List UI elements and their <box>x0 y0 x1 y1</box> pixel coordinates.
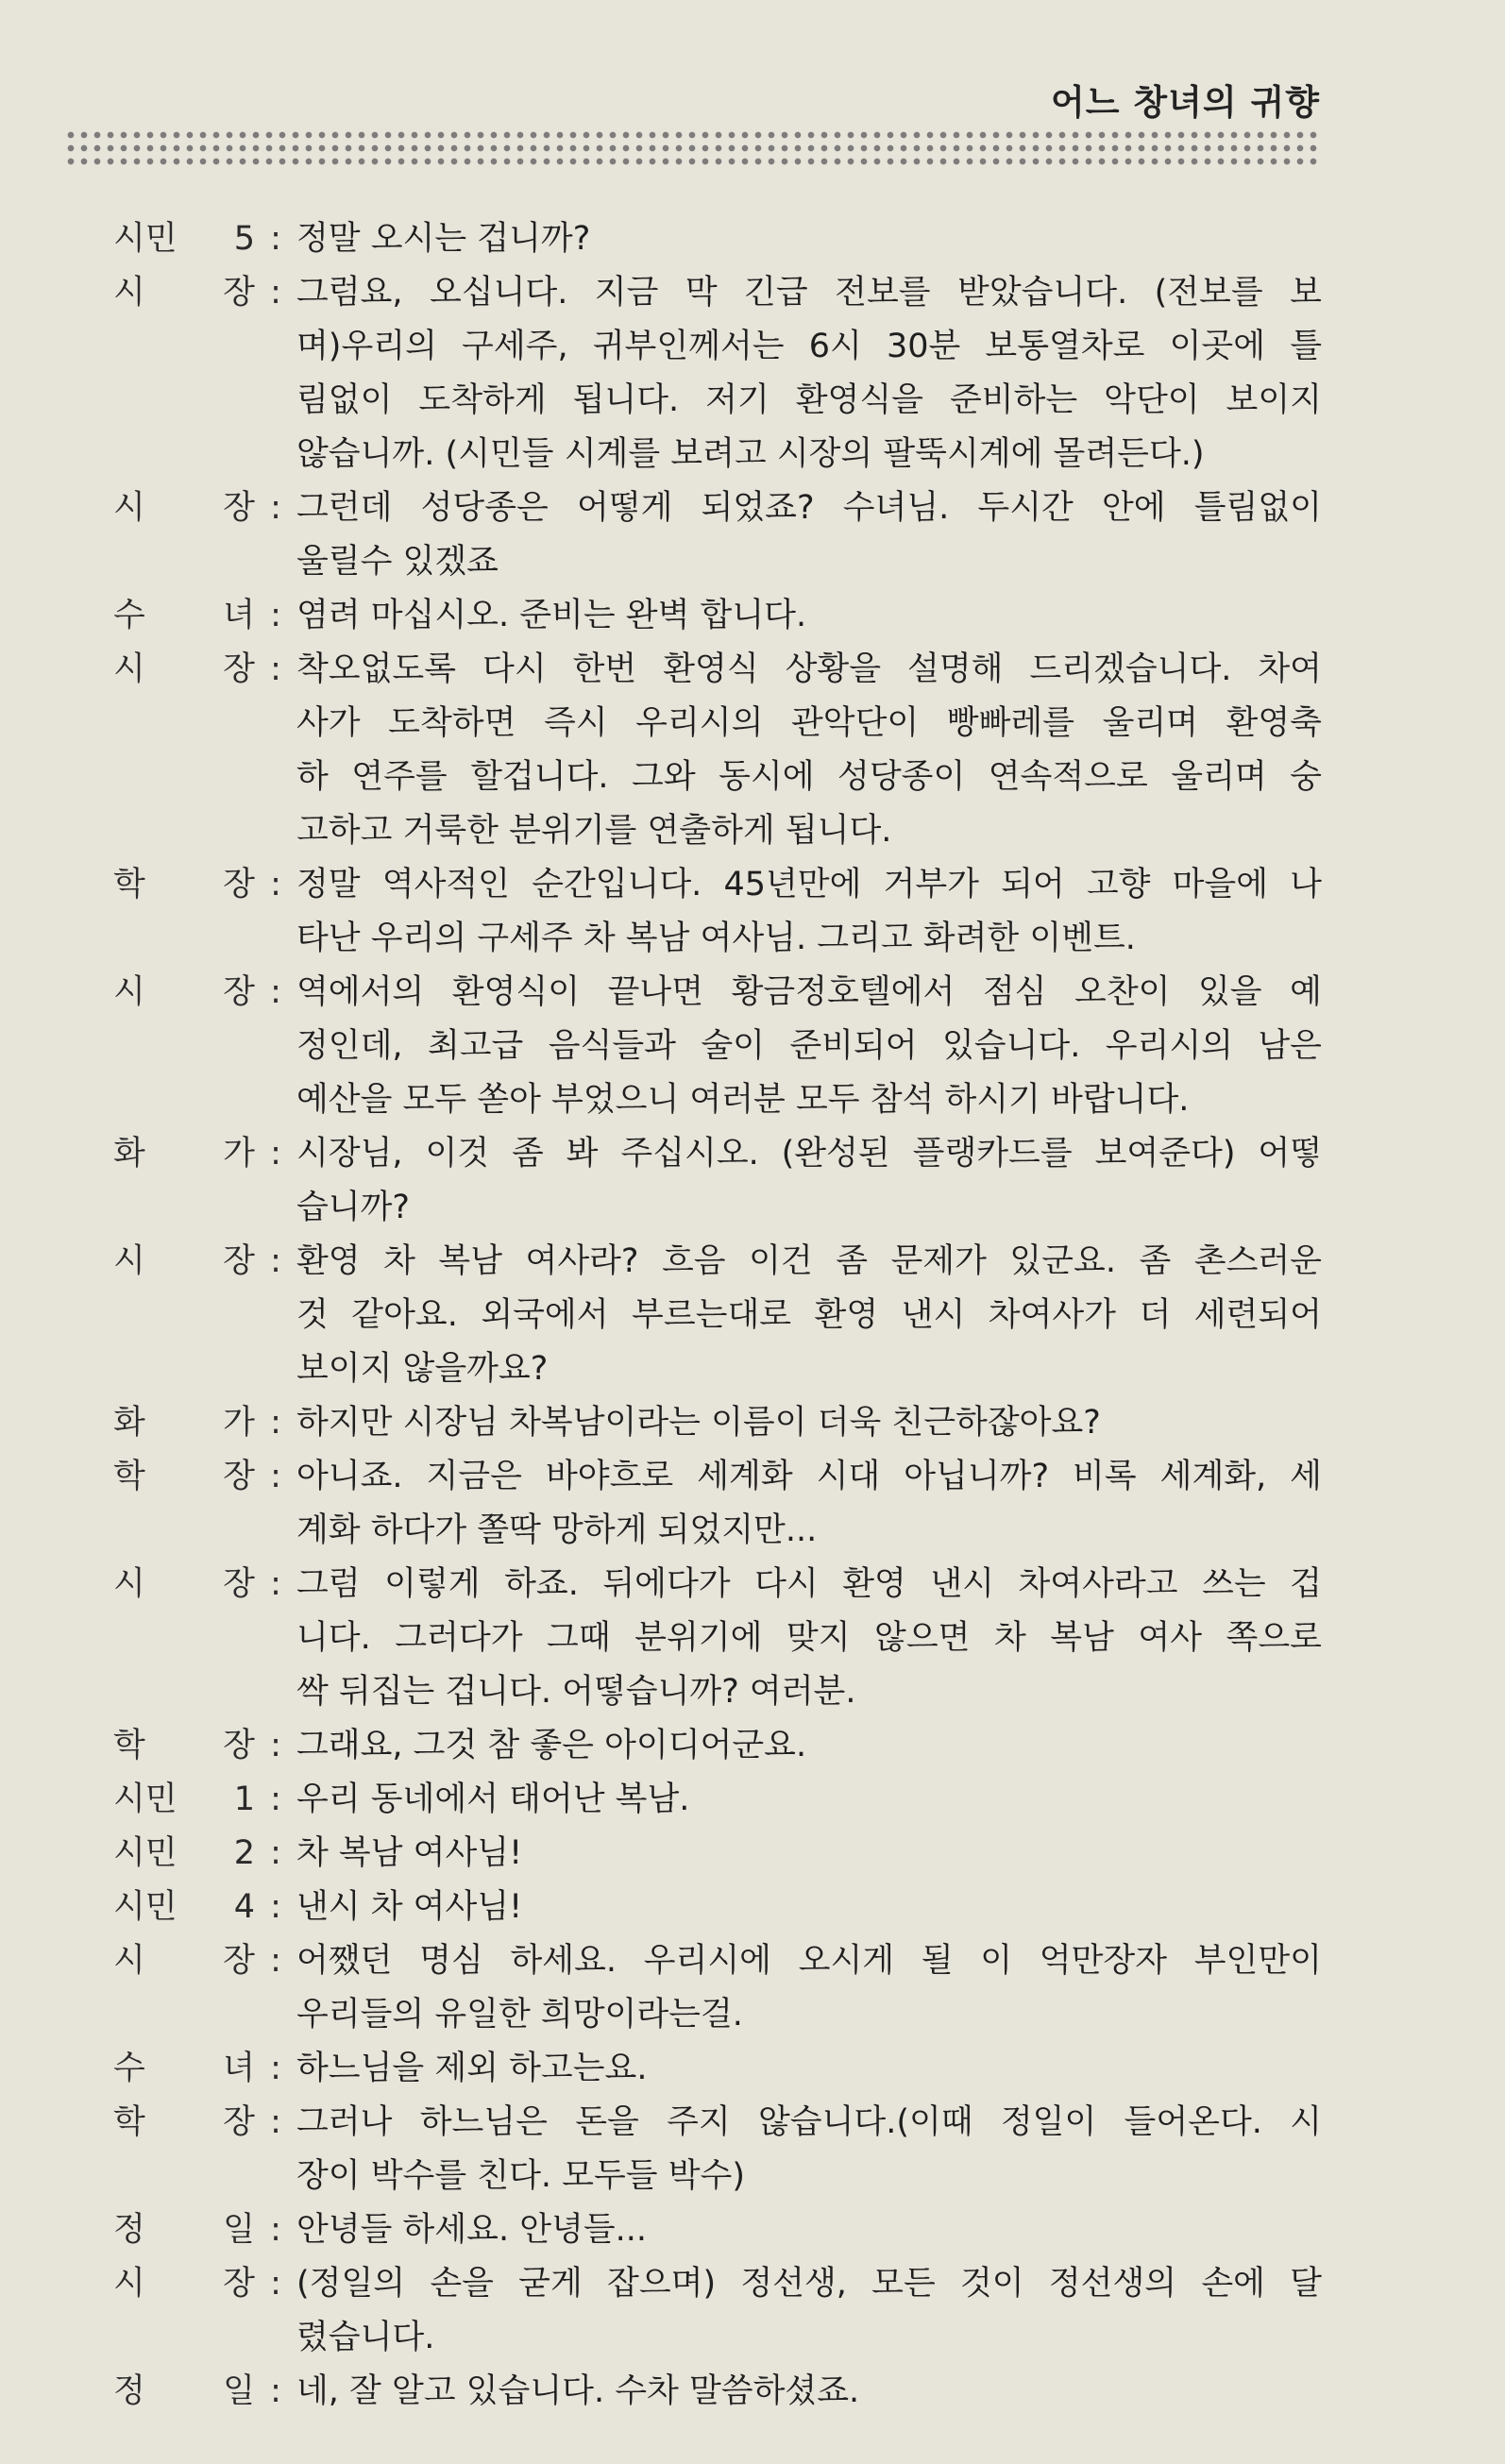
speech-line: 니다. 그러다가 그때 분위기에 맞지 않으면 차 복남 여사 쪽으로 <box>296 1619 1322 1657</box>
speaker-name: 수 녀 <box>113 2050 255 2087</box>
dialogue-entry <box>113 2257 1322 2365</box>
speaker-colon: : <box>270 650 281 688</box>
speech-line: 그럼 이렇게 하죠. 뒤에다가 다시 환영 낸시 차여사라고 쓰는 겁 <box>296 1565 1322 1603</box>
dialogue-body <box>113 212 1322 2419</box>
dialogue-entry <box>113 1396 1322 1450</box>
speech-text <box>296 2257 1322 2365</box>
speech-line: 낸시 차 여사님! <box>296 1888 523 1926</box>
dialogue-entry <box>113 1773 1322 1827</box>
dialogue-entry <box>113 1719 1322 1773</box>
speech-line: 하느님을 제외 하고는요. <box>296 2050 648 2087</box>
speech-text <box>296 1934 1322 2042</box>
speech-line: 고하고 거룩한 분위기를 연출하게 됩니다. <box>296 812 892 850</box>
speaker-name: 시 장 <box>113 1942 255 1980</box>
speaker-colon: : <box>270 2103 281 2141</box>
speech-text <box>296 966 1322 1127</box>
speaker-name: 시 장 <box>113 1565 255 1603</box>
speaker-colon: : <box>270 2211 281 2249</box>
speaker-colon: : <box>270 1942 281 1980</box>
speaker-name: 정 일 <box>113 2211 255 2249</box>
speaker-name: 시민 5 <box>113 220 255 258</box>
speaker-name: 시민 4 <box>113 1888 255 1926</box>
speaker-name: 시민 2 <box>113 1834 255 1872</box>
speech-text <box>296 643 1322 858</box>
running-title: 어느 창녀의 귀향 <box>1051 82 1320 123</box>
speech-line: 정인데, 최고급 음식들과 술이 준비되어 있습니다. 우리시의 남은 <box>296 1027 1322 1065</box>
speaker-colon: : <box>270 1888 281 1926</box>
speaker-name: 시 장 <box>113 489 255 527</box>
dialogue-entry <box>113 266 1322 481</box>
speaker-colon: : <box>270 1780 281 1818</box>
speaker-name: 학 장 <box>113 2103 255 2141</box>
speaker-name: 화 가 <box>113 1135 255 1173</box>
speech-line: 울릴수 있겠죠 <box>296 543 499 581</box>
speech-line: (정일의 손을 굳게 잡으며) 정선생, 모든 것이 정선생의 손에 달 <box>296 2265 1322 2303</box>
speaker-name: 학 장 <box>113 866 255 903</box>
speech-line: 그러나 하느님은 돈을 주지 않습니다.(이때 정일이 들어온다. 시 <box>296 2103 1322 2141</box>
speech-line: 정말 역사적인 순간입니다. 45년만에 거부가 되어 고향 마을에 나 <box>296 866 1322 903</box>
speech-line: 계화 하다가 쫄딱 망하게 되었지만... <box>296 1511 818 1549</box>
speaker-name: 시 장 <box>113 973 255 1011</box>
speech-line: 타난 우리의 구세주 차 복남 여사님. 그리고 화려한 이벤트. <box>296 920 1136 957</box>
speech-text <box>296 2042 1322 2096</box>
speaker-colon: : <box>270 1458 281 1495</box>
speech-line: 환영 차 복남 여사라? 흐음 이건 좀 문제가 있군요. 좀 촌스러운 <box>296 1242 1322 1280</box>
speech-text <box>296 1396 1322 1450</box>
dialogue-entry <box>113 212 1322 266</box>
speech-text <box>296 1558 1322 1719</box>
speech-line: 림없이 도착하게 됩니다. 저기 환영식을 준비하는 악단이 보이지 <box>296 381 1322 419</box>
speaker-name: 화 가 <box>113 1404 255 1442</box>
speaker-name: 시 장 <box>113 274 255 312</box>
speech-line: 아니죠. 지금은 바야흐로 세계화 시대 아닙니까? 비록 세계화, 세 <box>296 1458 1322 1495</box>
speech-text <box>296 212 1322 266</box>
dialogue-entry <box>113 1450 1322 1558</box>
dialogue-entry <box>113 966 1322 1127</box>
speech-text <box>296 858 1322 966</box>
speaker-colon: : <box>270 1727 281 1764</box>
speech-line: 그래요, 그것 참 좋은 아이디어군요. <box>296 1727 807 1764</box>
speech-line: 싹 뒤집는 겁니다. 어떻습니까? 여러분. <box>296 1673 856 1711</box>
speech-line: 것 같아요. 외국에서 부르는대로 환영 낸시 차여사가 더 세련되어 <box>296 1296 1322 1334</box>
speech-line: 사가 도착하면 즉시 우리시의 관악단이 빵빠레를 울리며 환영축 <box>296 704 1322 742</box>
speaker-name: 시 장 <box>113 650 255 688</box>
speaker-colon: : <box>270 2372 281 2410</box>
speech-line: 우리 동네에서 태어난 복남. <box>296 1780 690 1818</box>
dialogue-entry <box>113 858 1322 966</box>
speech-text <box>296 481 1322 589</box>
speech-line: 정말 오시는 겁니까? <box>296 220 591 258</box>
speech-text <box>296 1881 1322 1934</box>
speech-text <box>296 2365 1322 2419</box>
speech-line: 착오없도록 다시 한번 환영식 상황을 설명해 드리겠습니다. 차여 <box>296 650 1322 688</box>
speaker-colon: : <box>270 1834 281 1872</box>
dialogue-entry <box>113 589 1322 643</box>
speaker-colon: : <box>270 866 281 903</box>
speaker-colon: : <box>270 1404 281 1442</box>
speaker-name: 시민 1 <box>113 1780 255 1818</box>
speech-line: 그럼요, 오십니다. 지금 막 긴급 전보를 받았습니다. (전보를 보 <box>296 274 1322 312</box>
dotted-rule <box>64 128 1320 166</box>
speech-line: 그런데 성당종은 어떻게 되었죠? 수녀님. 두시간 안에 틀림없이 <box>296 489 1322 527</box>
speaker-name: 정 일 <box>113 2372 255 2410</box>
dialogue-entry <box>113 1235 1322 1396</box>
speech-line: 차 복남 여사님! <box>296 1834 523 1872</box>
speaker-name: 학 장 <box>113 1458 255 1495</box>
speaker-colon: : <box>270 1565 281 1603</box>
speech-line: 않습니까. (시민들 시계를 보려고 시장의 팔뚝시계에 몰려든다.) <box>296 435 1205 473</box>
dialogue-entry <box>113 2203 1322 2257</box>
speech-text <box>296 1827 1322 1881</box>
dialogue-entry <box>113 1558 1322 1719</box>
dialogue-entry <box>113 1827 1322 1881</box>
speech-line: 염려 마십시오. 준비는 완벽 합니다. <box>296 597 807 634</box>
speech-text <box>296 266 1322 481</box>
speaker-colon: : <box>270 973 281 1011</box>
speaker-colon: : <box>270 220 281 258</box>
speech-text <box>296 589 1322 643</box>
speech-line: 우리들의 유일한 희망이라는걸. <box>296 1996 743 2034</box>
speech-line: 며)우리의 구세주, 귀부인께서는 6시 30분 보통열차로 이곳에 틀 <box>296 328 1322 365</box>
speech-text <box>296 1235 1322 1396</box>
speech-line: 시장님, 이것 좀 봐 주십시오. (완성된 플랭카드를 보여준다) 어떻 <box>296 1135 1322 1173</box>
speech-text <box>296 1773 1322 1827</box>
speech-text <box>296 1719 1322 1773</box>
speech-text <box>296 1127 1322 1235</box>
speaker-name: 수 녀 <box>113 597 255 634</box>
dialogue-entry <box>113 1127 1322 1235</box>
speaker-colon: : <box>270 1135 281 1173</box>
speech-line: 안녕들 하세요. 안녕들... <box>296 2211 648 2249</box>
speech-line: 하 연주를 할겁니다. 그와 동시에 성당종이 연속적으로 울리며 숭 <box>296 758 1322 796</box>
speech-line: 어쨌던 명심 하세요. 우리시에 오시게 될 이 억만장자 부인만이 <box>296 1942 1322 1980</box>
speaker-colon: : <box>270 2050 281 2087</box>
speech-line: 습니까? <box>296 1189 411 1226</box>
speech-line: 역에서의 환영식이 끝나면 황금정호텔에서 점심 오찬이 있을 예 <box>296 973 1322 1011</box>
speaker-colon: : <box>270 2265 281 2303</box>
speech-line: 장이 박수를 친다. 모두들 박수) <box>296 2157 746 2195</box>
speaker-colon: : <box>270 597 281 634</box>
speech-line: 보이지 않을까요? <box>296 1350 549 1388</box>
speech-line: 하지만 시장님 차복남이라는 이름이 더욱 친근하잖아요? <box>296 1404 1101 1442</box>
speaker-name: 시 장 <box>113 2265 255 2303</box>
speech-text <box>296 1450 1322 1558</box>
speaker-colon: : <box>270 489 281 527</box>
dialogue-entry <box>113 643 1322 858</box>
dialogue-entry <box>113 2096 1322 2203</box>
speech-line: 네, 잘 알고 있습니다. 수차 말씀하셨죠. <box>296 2372 860 2410</box>
speaker-name: 학 장 <box>113 1727 255 1764</box>
dialogue-entry <box>113 1934 1322 2042</box>
speaker-name: 시 장 <box>113 1242 255 1280</box>
dialogue-entry <box>113 2042 1322 2096</box>
dialogue-entry <box>113 1881 1322 1934</box>
speech-line: 예산을 모두 쏟아 부었으니 여러분 모두 참석 하시기 바랍니다. <box>296 1081 1190 1119</box>
dialogue-entry <box>113 2365 1322 2419</box>
speaker-colon: : <box>270 1242 281 1280</box>
dialogue-entry <box>113 481 1322 589</box>
speech-text <box>296 2203 1322 2257</box>
speech-text <box>296 2096 1322 2203</box>
speaker-colon: : <box>270 274 281 312</box>
speech-line: 렸습니다. <box>296 2319 435 2356</box>
